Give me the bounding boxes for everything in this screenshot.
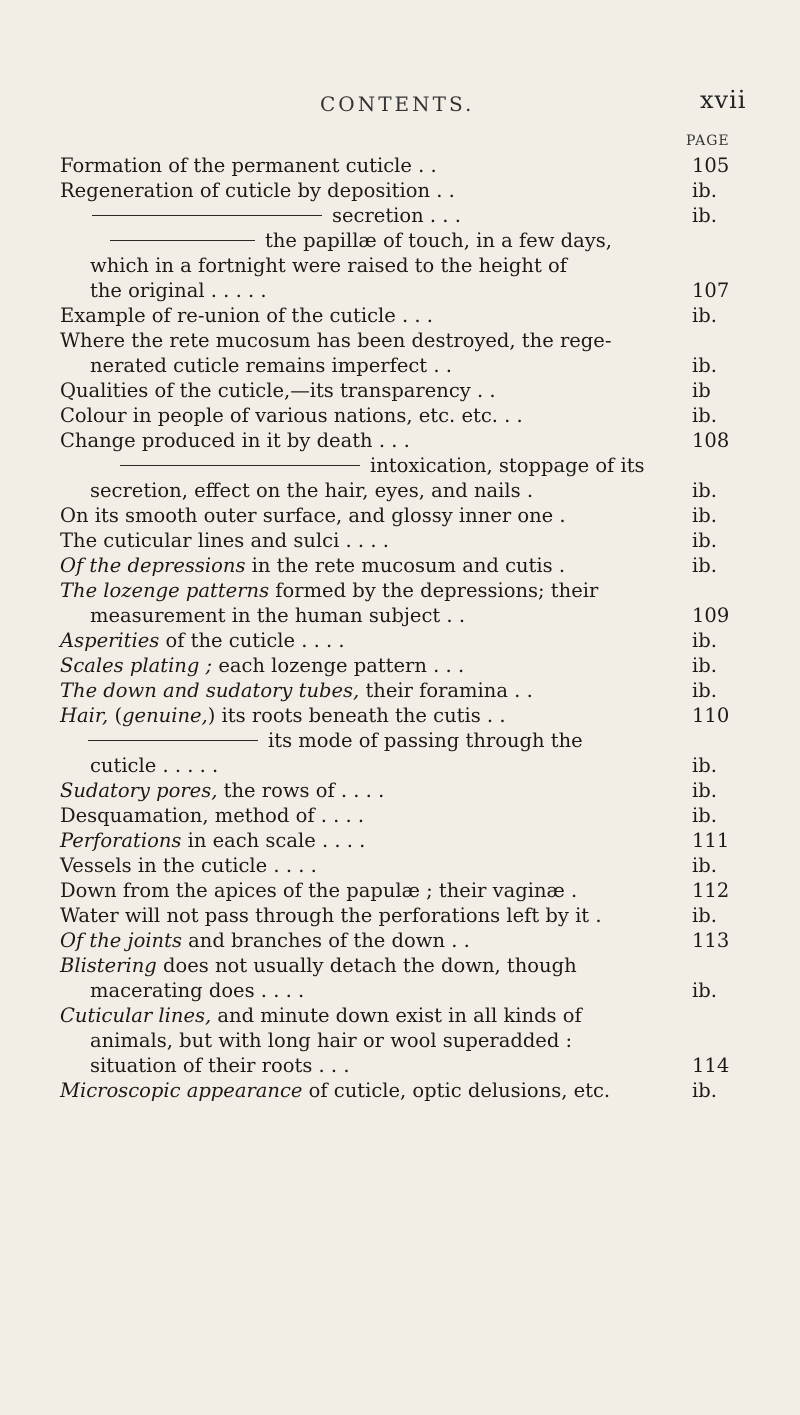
toc-entry: animals, but with long hair or wool superadded : bbox=[90, 1029, 573, 1052]
entry-title: Asperities bbox=[60, 629, 160, 652]
toc-entry: Formation of the permanent cuticle . . 105 bbox=[60, 154, 730, 177]
toc-entry: Regeneration of cuticle by deposition . . ib. bbox=[60, 179, 717, 202]
entry-subtitle: genuine, bbox=[122, 704, 208, 727]
page-ref: 105 bbox=[692, 154, 730, 177]
page-ref: ib. bbox=[692, 529, 717, 552]
page-ref: 108 bbox=[692, 429, 730, 452]
page-ref: ib. bbox=[692, 1079, 717, 1102]
toc-entry: Vessels in the cuticle . . . . ib. bbox=[60, 854, 717, 877]
page-ref: ib. bbox=[692, 779, 717, 802]
ditto-rule bbox=[92, 215, 322, 216]
page-ref: ib. bbox=[692, 554, 717, 577]
page-ref: 112 bbox=[692, 879, 730, 902]
page-ref: 110 bbox=[692, 704, 730, 727]
toc-entry: intoxication, stoppage of its bbox=[0, 454, 800, 478]
page-ref: ib. bbox=[692, 654, 717, 677]
toc-entry: Desquamation, method of . . . . ib. bbox=[60, 804, 717, 827]
toc-entry: situation of their roots . . . 114 bbox=[90, 1054, 730, 1077]
page-ref: ib. bbox=[692, 679, 717, 702]
toc-entry: Qualities of the cuticle,—its transparency . . ib bbox=[60, 379, 711, 402]
toc-entry: measurement in the human subject . . 109 bbox=[90, 604, 730, 627]
entry-title: Of the depressions bbox=[60, 554, 246, 577]
toc-entry: Asperities of the cuticle . . . . ib. bbox=[60, 629, 717, 652]
toc-entry: Sudatory pores, the rows of . . . . ib. bbox=[60, 779, 717, 802]
toc-entry: Hair, (genuine,) its roots beneath the cutis . . 110 bbox=[60, 704, 730, 727]
page-ref: 113 bbox=[692, 929, 730, 952]
toc-entry: Blistering does not usually detach the down, though bbox=[60, 954, 577, 977]
running-title: CONTENTS. bbox=[320, 92, 475, 116]
toc-entry: secretion, effect on the hair, eyes, and nails . ib. bbox=[90, 479, 717, 502]
page-ref: ib bbox=[692, 379, 711, 402]
ditto-rule bbox=[120, 465, 360, 466]
toc-entry: Water will not pass through the perforations left by it . ib. bbox=[60, 904, 717, 927]
toc-entry: Microscopic appearance of cuticle, optic delusions, etc. ib. bbox=[60, 1079, 717, 1102]
page-ref: 107 bbox=[692, 279, 730, 302]
toc-entry: Cuticular lines, and minute down exist in all kinds of bbox=[60, 1004, 582, 1027]
page-ref: ib. bbox=[692, 404, 717, 427]
page-ref: ib. bbox=[692, 179, 717, 202]
page-ref: ib. bbox=[692, 629, 717, 652]
toc-entry: nerated cuticle remains imperfect . . ib. bbox=[90, 354, 717, 377]
toc-entry: Where the rete mucosum has been destroyed, the rege- bbox=[60, 329, 612, 352]
entry-title: Hair, bbox=[60, 704, 109, 727]
entry-title: Sudatory pores, bbox=[60, 779, 218, 802]
toc-entry: Scales plating ; each lozenge pattern . . . ib. bbox=[60, 654, 717, 677]
entry-title: Scales plating ; bbox=[60, 654, 213, 677]
running-head bbox=[0, 88, 800, 124]
page-ref: ib. bbox=[692, 204, 717, 227]
toc-entry: which in a fortnight were raised to the height of bbox=[90, 254, 567, 277]
page-ref: 114 bbox=[692, 1054, 730, 1077]
page-column-label: PAGE bbox=[686, 133, 730, 149]
toc-entry: Of the joints and branches of the down . . 113 bbox=[60, 929, 730, 952]
toc-entry: macerating does . . . . ib. bbox=[90, 979, 717, 1002]
toc-entry: the papillæ of touch, in a few days, bbox=[0, 229, 800, 253]
page-ref: ib. bbox=[692, 854, 717, 877]
entry-title: Cuticular lines, bbox=[60, 1004, 212, 1027]
entry-title: The down and sudatory tubes, bbox=[60, 679, 360, 702]
page-ref: 109 bbox=[692, 604, 730, 627]
toc-entry: Example of re-union of the cuticle . . . ib. bbox=[60, 304, 717, 327]
entry-title: Of the joints bbox=[60, 929, 182, 952]
entry-title: Microscopic appearance bbox=[60, 1079, 303, 1102]
entry-title: The lozenge patterns bbox=[60, 579, 270, 602]
entry-title: Blistering bbox=[60, 954, 157, 977]
toc-entry: The down and sudatory tubes, their foramina . . ib. bbox=[60, 679, 717, 702]
page-number: xvii bbox=[700, 86, 747, 114]
page-ref: ib. bbox=[692, 979, 717, 1002]
page-ref: ib. bbox=[692, 904, 717, 927]
ditto-rule bbox=[88, 740, 258, 741]
toc-entry: Colour in people of various nations, etc. etc. . . ib. bbox=[60, 404, 717, 427]
toc-entry: Perforations in each scale . . . . 111 bbox=[60, 829, 730, 852]
page-ref: ib. bbox=[692, 479, 717, 502]
toc-entry: cuticle . . . . . ib. bbox=[90, 754, 717, 777]
toc-entry: The lozenge patterns formed by the depressions; their bbox=[60, 579, 599, 602]
page-ref: ib. bbox=[692, 804, 717, 827]
toc-entry: the original . . . . . 107 bbox=[90, 279, 730, 302]
toc-entry: Of the depressions in the rete mucosum and cutis . ib. bbox=[60, 554, 717, 577]
page-ref: 111 bbox=[692, 829, 730, 852]
toc-entry: its mode of passing through the bbox=[0, 729, 800, 753]
page-ref: ib. bbox=[692, 754, 717, 777]
toc-entry: Down from the apices of the papulæ ; their vaginæ . 112 bbox=[60, 879, 730, 902]
toc-entry: secretion . . . ib. bbox=[0, 204, 800, 228]
toc-entry: On its smooth outer surface, and glossy inner one . ib. bbox=[60, 504, 717, 527]
toc-entry: The cuticular lines and sulci . . . . ib. bbox=[60, 529, 717, 552]
page-ref: ib. bbox=[692, 354, 717, 377]
page-ref: ib. bbox=[692, 304, 717, 327]
toc-entry: Change produced in it by death . . . 108 bbox=[60, 429, 730, 452]
ditto-rule bbox=[110, 240, 255, 241]
entry-title: Perforations bbox=[60, 829, 182, 852]
page-ref: ib. bbox=[692, 504, 717, 527]
